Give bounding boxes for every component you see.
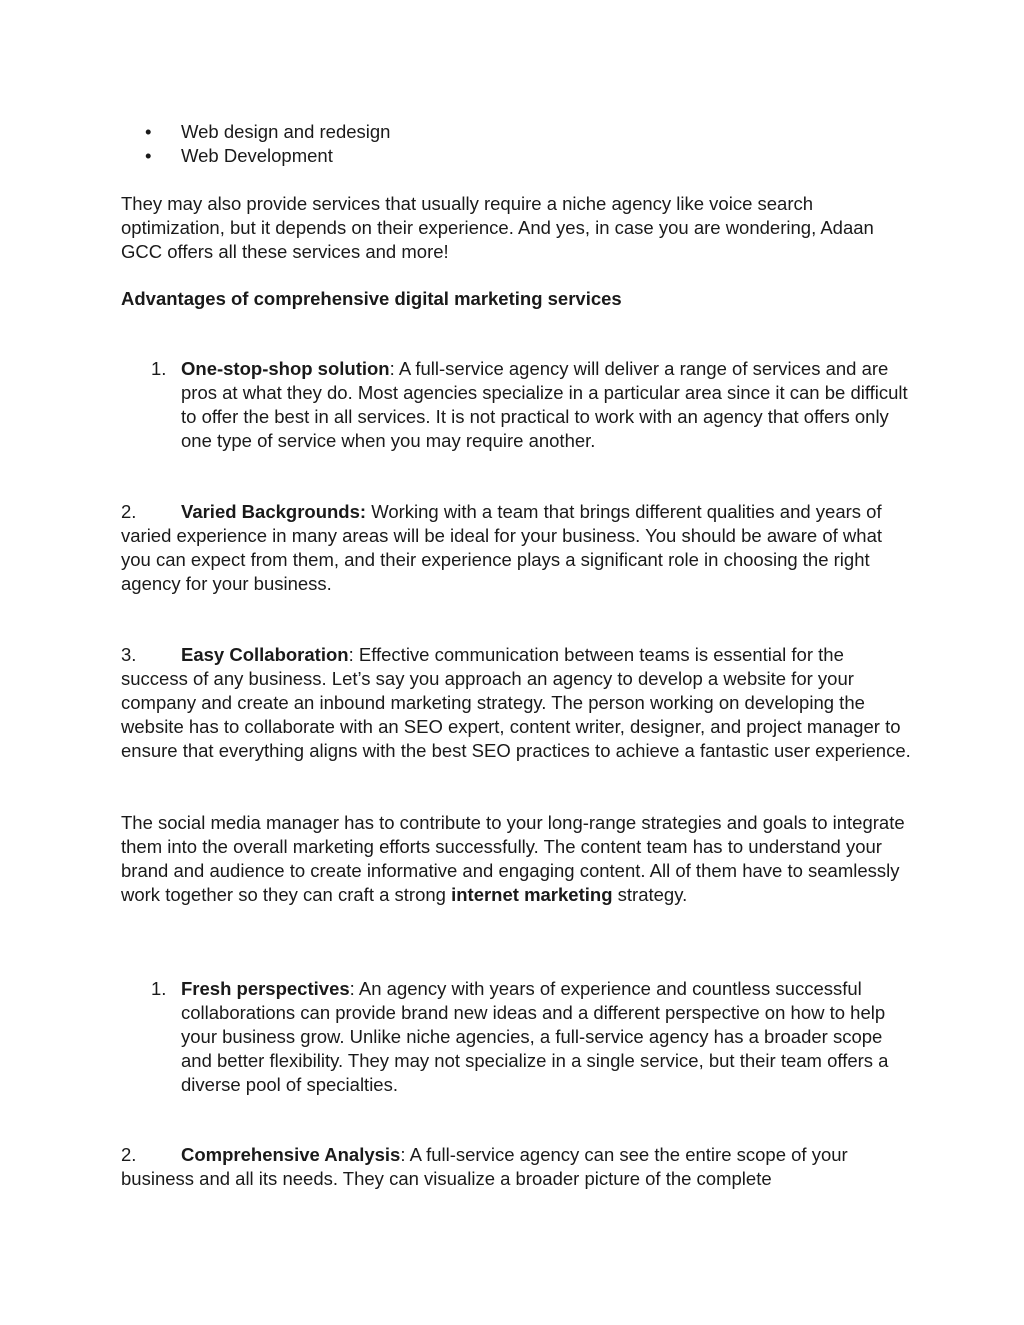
item-title: Easy Collaboration [181,644,349,665]
list-item [121,120,911,144]
item-number: 1. [151,358,167,379]
item-number: 2. [121,501,137,522]
advantage-item-fresh-perspectives [121,977,911,1097]
item-title: Varied Backgrounds: [181,501,367,522]
item-text: Working with a team that brings different qualities and years of varied experience in many areas will be ideal for your business. You should be aware of what you can expect from them, and their experience plays a significant role in choosing the right agency for your business. [121,501,883,594]
item-body [181,977,911,1097]
advantage-item-comprehensive-analysis [121,1143,911,1191]
advantage-item-one-stop-shop [121,357,911,453]
section-heading: Advantages of comprehensive digital marketing services [121,288,622,309]
item-text: : A full-service agency can see the entire scope of your business and all its needs. They can visualize a broader picture of the complete [121,1144,848,1189]
item-text: : Effective communication between teams is essential for the success of any business. Let’s say you approach an agency to develop a website for your company and create an inbound marketing strategy. The person working on developing the website has to collaborate with an SEO expert, content writer, designer, and project manager to ensure that everything aligns with the best SEO practices to achieve a fantastic user experience. [121,644,911,761]
paragraph-text: The social media manager has to contribute to your long-range strategies and goals to integrate them into the overall marketing efforts successfully. The content team has to understand your brand and audience to create informative and engaging content. All of them have to seamlessly work together so they can craft a strong [121,812,905,905]
item-text: : An agency with years of experience and countless successful collaborations can provide brand new ideas and a different perspective on how to help your business grow. Unlike niche agencies, a full-service agency has a broader scope and better flexibility. They may not specialize in a single service, but their team offers a diverse pool of specialties. [181,978,889,1095]
item-number: 2. [121,1144,137,1165]
item-text: : A full-service agency will deliver a range of services and are pros at what they do. Most agencies specialize in a particular area since it can be difficult to offer the best in all services. It is not practical to work with an agency that offers only one type of service when you may require another. [181,358,908,451]
item-title: Comprehensive Analysis [181,1144,401,1165]
item-body [181,357,911,453]
advantage-item-easy-collaboration [121,643,911,763]
list-item [121,144,911,168]
bullet-text: Web design and redesign [181,121,391,142]
item-title: One-stop-shop solution [181,358,390,379]
bullet-icon: • [145,145,152,166]
bullet-icon: • [145,121,152,142]
bullet-text: Web Development [181,145,333,166]
item-title: Fresh perspectives [181,978,350,999]
intro-paragraph: They may also provide services that usually require a niche agency like voice search optimization, but it depends on their experience. And yes, in case you are wondering, Adaan GCC offers all these services and more! [121,193,874,262]
item-number: 3. [121,644,137,665]
services-bullet-list [121,120,911,168]
paragraph-text: strategy. [612,884,688,905]
item-number: 1. [151,978,167,999]
bold-phrase: internet marketing [451,884,613,905]
social-media-paragraph [121,811,911,907]
advantage-item-varied-backgrounds [121,500,911,596]
